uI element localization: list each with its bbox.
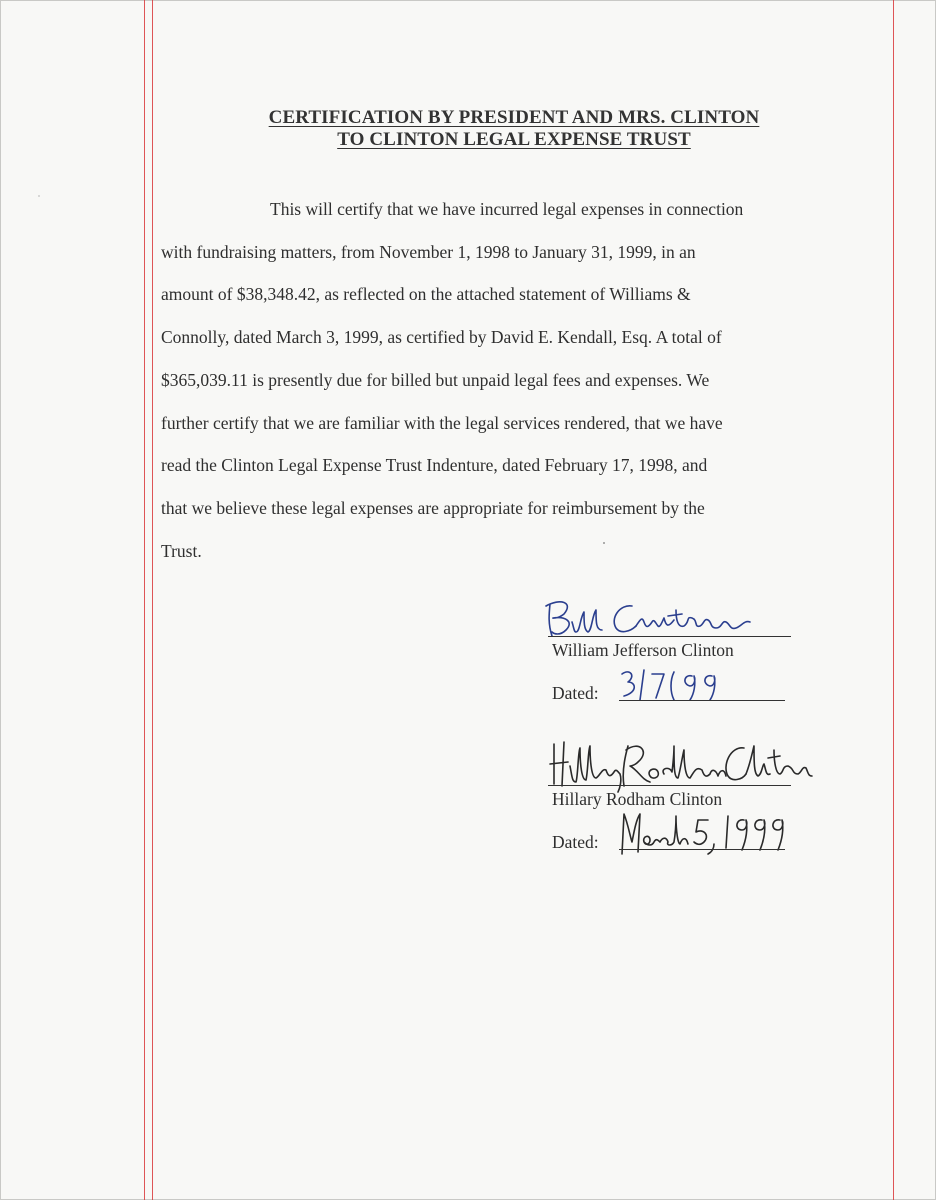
scan-speck xyxy=(38,195,40,197)
dated-label-2: Dated: xyxy=(552,832,599,852)
date-line-1 xyxy=(619,700,785,701)
document-title-line-2: TO CLINTON LEGAL EXPENSE TRUST xyxy=(337,129,691,150)
document-title-line-1: CERTIFICATION BY PRESIDENT AND MRS. CLINTON xyxy=(268,107,760,128)
paragraph-line: with fundraising matters, from November 1, 1998 to January 31, 1999, in an xyxy=(161,241,696,262)
dated-label-1: Dated: xyxy=(552,683,599,703)
right-margin-rule xyxy=(893,0,894,1200)
signer-name-william: William Jefferson Clinton xyxy=(552,640,734,660)
bill-clinton-signature xyxy=(540,592,800,642)
paragraph-line: read the Clinton Legal Expense Trust Indenture, dated February 17, 1998, and xyxy=(161,455,708,476)
paragraph-line: $365,039.11 is presently due for billed but unpaid legal fees and expenses. We xyxy=(161,369,710,390)
paragraph-line: Trust. xyxy=(161,540,202,561)
certification-paragraph xyxy=(161,188,861,572)
signature-line-2 xyxy=(548,785,791,786)
handwritten-date-2 xyxy=(616,806,788,858)
signature-line-1 xyxy=(548,636,791,637)
left-margin-rule-inner xyxy=(152,0,153,1200)
date-line-2 xyxy=(619,849,785,850)
paragraph-line: amount of $38,348.42, as reflected on the attached statement of Williams & xyxy=(161,284,691,305)
paragraph-line: that we believe these legal expenses are appropriate for reimbursement by the xyxy=(161,497,705,518)
paragraph-line: Connolly, dated March 3, 1999, as certified by David E. Kendall, Esq. A total of xyxy=(161,327,722,348)
paragraph-line: This will certify that we have incurred legal expenses in connection xyxy=(270,199,744,219)
signer-name-hillary: Hillary Rodham Clinton xyxy=(552,789,723,809)
paragraph-line: further certify that we are familiar with the legal services rendered, that we have xyxy=(161,412,723,433)
left-margin-rule-outer xyxy=(144,0,145,1200)
scan-speck xyxy=(603,542,605,544)
